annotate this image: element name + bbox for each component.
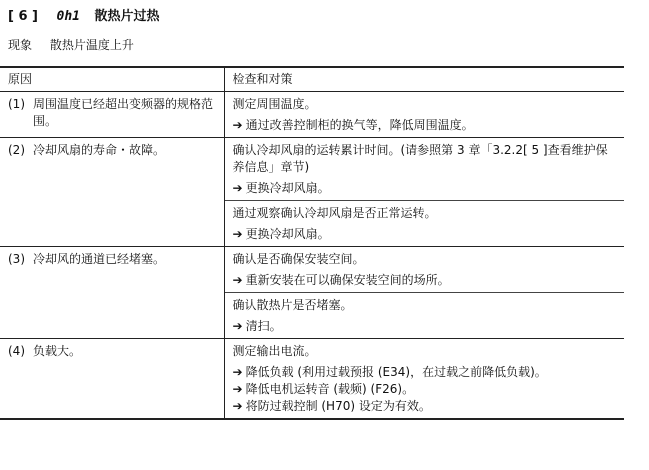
action-text: 降低电机运转音 (载频) (F26)。 (245, 382, 415, 396)
arrow-icon: ➔ (232, 181, 243, 195)
cause-cell (0, 339, 224, 420)
cause-text: 冷却风扇的寿命・故障。 (33, 143, 166, 157)
check-text: 确认冷却风扇的运转累计时间。(请参照第 3 章「3.2.2[ 5 ]查看维护保养信息」章节) (232, 143, 608, 174)
action-text: 清扫。 (245, 319, 282, 333)
troubleshooting-table (0, 66, 624, 420)
cause-cell (0, 138, 224, 247)
section-title (8, 6, 160, 28)
header-cause: 原因 (0, 67, 224, 92)
header-check: 检查和对策 (224, 67, 624, 92)
cause-number: (4) (8, 344, 25, 358)
check-cell (224, 138, 624, 201)
phenomenon-label: 现象 (8, 38, 33, 52)
table-row (0, 92, 624, 138)
cause-number: (2) (8, 143, 25, 157)
check-cell (224, 92, 624, 138)
check-cell (224, 201, 624, 247)
cause-number: (3) (8, 252, 25, 266)
cause-number: (1) (8, 97, 25, 111)
action-text: 重新安装在可以确保安装空间的场所。 (245, 273, 450, 287)
arrow-icon: ➔ (232, 382, 243, 396)
phenomenon-text: 散热片温度上升 (49, 38, 134, 52)
check-cell (224, 247, 624, 293)
check-cell (224, 293, 624, 339)
phenomenon-line (8, 36, 134, 54)
arrow-icon: ➔ (232, 273, 243, 287)
table-row (0, 247, 624, 293)
action-text: 更换冷却风扇。 (245, 227, 330, 241)
check-text: 确认散热片是否堵塞。 (232, 298, 353, 312)
arrow-icon: ➔ (232, 118, 243, 132)
action-text: 降低负载 (利用过载预报 (E34)，在过载之前降低负载)。 (245, 365, 547, 379)
check-text: 测定周围温度。 (232, 97, 317, 111)
check-text: 通过观察确认冷却风扇是否正常运转。 (232, 206, 437, 220)
alarm-name: 散热片过热 (94, 9, 160, 24)
check-text: 测定输出电流。 (232, 344, 317, 358)
cause-text: 负载大。 (33, 344, 82, 358)
arrow-icon: ➔ (232, 227, 243, 241)
section-number: [ 6 ] (8, 9, 38, 24)
check-cell (224, 339, 624, 420)
action-text: 将防过载控制 (H70) 设定为有效。 (245, 399, 431, 413)
cause-cell (0, 92, 224, 138)
alarm-code: 0h1 (56, 9, 80, 24)
table-row (0, 339, 624, 420)
table-header-row (0, 67, 624, 92)
action-text: 更换冷却风扇。 (245, 181, 330, 195)
arrow-icon: ➔ (232, 399, 243, 413)
arrow-icon: ➔ (232, 365, 243, 379)
check-text: 确认是否确保安装空间。 (232, 252, 365, 266)
action-text: 通过改善控制柜的换气等，降低周围温度。 (245, 118, 474, 132)
cause-text: 冷却风的通道已经堵塞。 (33, 252, 166, 266)
arrow-icon: ➔ (232, 319, 243, 333)
cause-cell (0, 247, 224, 339)
cause-text: 周围温度已经超出变频器的规格范围。 (33, 97, 214, 128)
table-row (0, 138, 624, 201)
